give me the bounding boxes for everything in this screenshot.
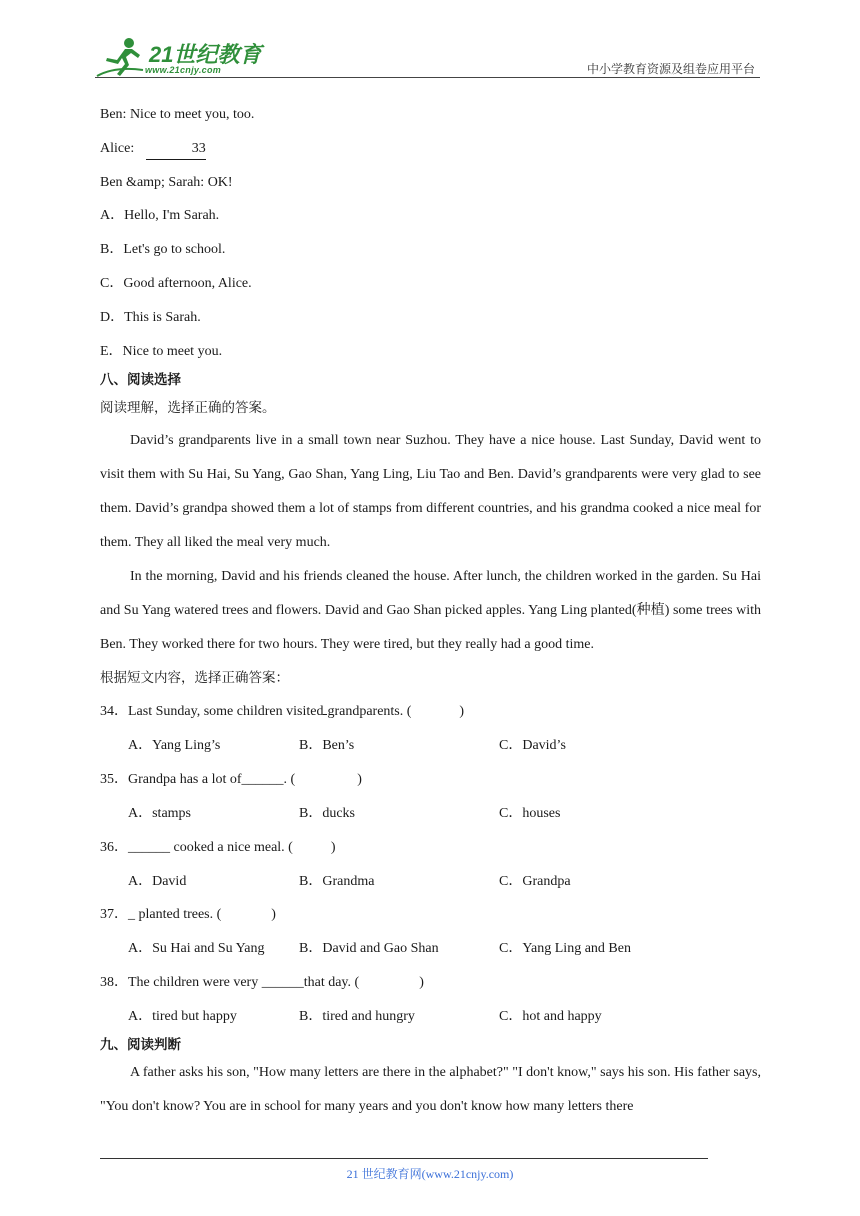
question-stem: ) [271, 907, 276, 922]
question-stem: grandparents. ( [327, 704, 412, 719]
blank-number: 33 [191, 141, 206, 156]
question-stem: ) [357, 772, 362, 787]
site-logo [95, 36, 265, 78]
choice-d: D．This is Sarah. [100, 310, 201, 325]
question-35 [100, 770, 362, 790]
q38-option-a: A．tired but happy [128, 1009, 237, 1024]
question-stem: 36． [100, 840, 128, 855]
logo-url: www.21cnjy.com [145, 65, 222, 75]
q37-option-b: B．David and Gao Shan [299, 941, 439, 956]
answer-blank-33 [146, 139, 206, 160]
runner-logo-icon [95, 36, 147, 78]
question-stem: ) [330, 840, 336, 855]
q37-option-a: A．Su Hai and Su Yang [128, 941, 265, 956]
section-9-passage: A father asks his son, "How many letters are there in the alphabet?" "I don't know," says his son. His father says, "You don't know? You are in school for many years and you don't know how many letters there [100, 1065, 761, 1114]
answer-blank: _ [128, 907, 135, 922]
question-38 [100, 973, 424, 993]
footer-divider [100, 1158, 708, 1159]
q35-option-c: C．houses [499, 806, 561, 821]
section-9-title: 九、阅读判断 [100, 1037, 181, 1053]
q36-option-b: B．Grandma [299, 874, 375, 889]
question-stem: cooked a nice meal. ( [170, 840, 293, 855]
question-stem: 35．Grandpa has a lot of [100, 772, 242, 787]
question-stem: that day. ( [303, 975, 360, 990]
question-stem: ) [419, 975, 424, 990]
q34-option-a: A．Yang Ling’s [128, 738, 221, 753]
alice-prefix: Alice: [100, 141, 135, 156]
choice-b: B．Let's go to school. [100, 242, 226, 257]
page-header [95, 32, 760, 78]
q35-option-b: B．ducks [299, 806, 355, 821]
answer-blank: ______ [261, 975, 304, 990]
q38-option-c: C．hot and happy [499, 1009, 602, 1024]
footer-text: 21 世纪教育网(www.21cnjy.com) [346, 1167, 514, 1181]
passage-paragraph-1: David’s grandparents live in a small town near Suzhou. They have a nice house. Last Sunday, David went to visit them with Su Hai, Su Yang, Gao Shan, Yang Ling, Liu Tao and Ben. David’s grandparents were very glad to see them. David’s grandpa showed them a lot of stamps from different countries, and his grandma cooked a nice meal for them. They all liked the meal very much. [100, 433, 761, 550]
header-platform-text: 中小学教育资源及组卷应用平台 [586, 62, 755, 76]
answer-blank: ______ [128, 840, 170, 855]
passage-paragraph-2: In the morning, David and his friends cleaned the house. After lunch, the children worked in the garden. Su Hai and Su Yang watered trees and flowers. David and Gao Shan picked apples. Yang Ling planted(种植) some trees with Ben. They worked there for two hours. They were tired, but they really had a good time. [100, 569, 761, 652]
question-stem: 34．Last Sunday, some children visited [100, 704, 324, 719]
q36-option-a: A．David [128, 874, 187, 889]
question-36 [100, 838, 336, 858]
header-divider [95, 77, 760, 78]
dialogue-line-ben-sarah: Ben &amp; Sarah: OK! [100, 175, 233, 190]
answer-blank: ______ [241, 772, 284, 787]
question-stem: 37． [100, 907, 128, 922]
section-8-instruction: 阅读理解，选择正确的答案。 [100, 400, 276, 416]
q37-option-c: C．Yang Ling and Ben [499, 941, 631, 956]
question-stem: planted trees. ( [135, 907, 222, 922]
question-stem: 38．The children were very [100, 975, 262, 990]
section-8-title: 八、阅读选择 [100, 372, 181, 388]
question-34 [100, 702, 464, 722]
sub-instruction: 根据短文内容，选择正确答案： [100, 670, 289, 686]
choice-a: A．Hello, I'm Sarah. [100, 208, 220, 223]
question-37 [100, 905, 276, 925]
q36-option-c: C．Grandpa [499, 874, 571, 889]
choice-c: C．Good afternoon, Alice. [100, 276, 252, 291]
question-stem: . ( [283, 772, 296, 787]
choice-e: E．Nice to meet you. [100, 344, 223, 359]
q38-option-b: B．tired and hungry [299, 1009, 415, 1024]
q34-option-c: C．David’s [499, 738, 566, 753]
dialogue-line-ben: Ben: Nice to meet you, too. [100, 107, 255, 122]
dialogue-line-alice [100, 139, 206, 160]
question-stem: ) [459, 704, 465, 719]
q35-option-a: A．stamps [128, 806, 191, 821]
q34-option-b: B．Ben’s [299, 738, 355, 753]
logo-text: 21世纪教育 [149, 42, 262, 67]
